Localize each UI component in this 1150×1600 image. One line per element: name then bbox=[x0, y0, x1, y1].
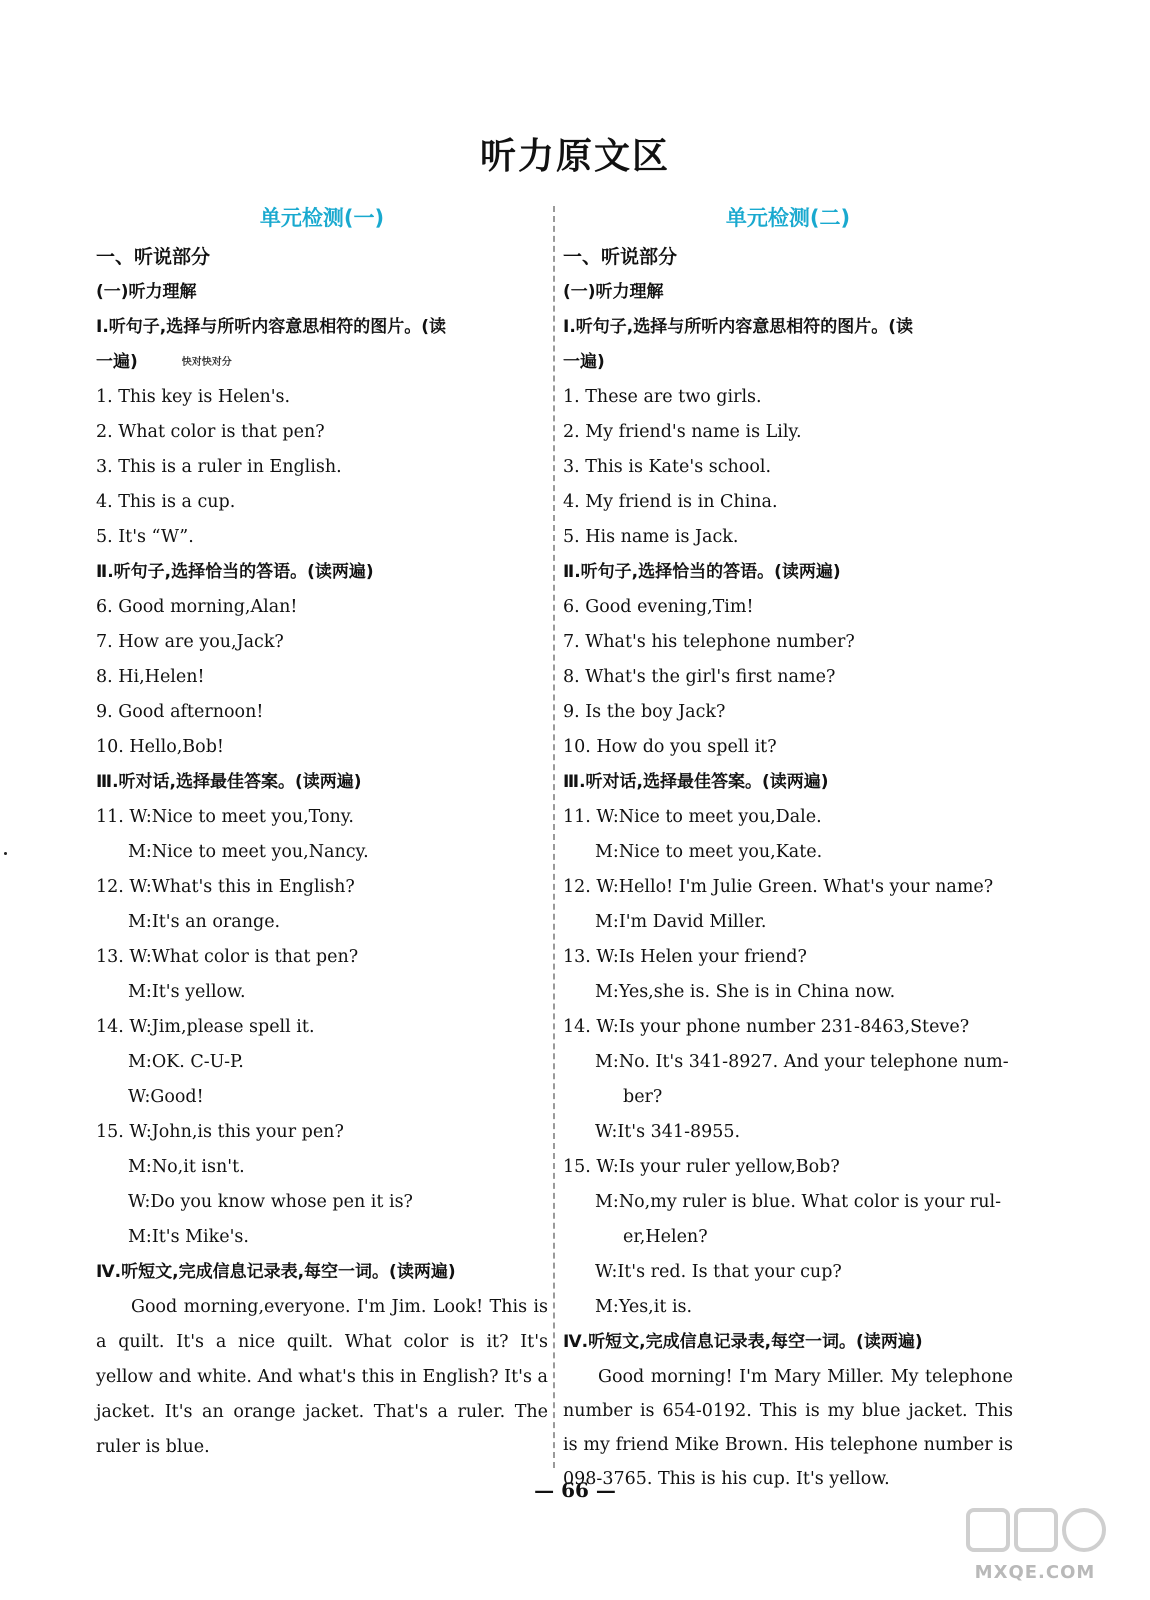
listening-item: 1. This key is Helen's. bbox=[96, 387, 291, 407]
left-section4-passage: Good morning,everyone. I'm Jim. Look! This is a quilt. It's a nice quilt. What color is it? It's yellow and white. And what's this in English? It's a jacket. It's an orange jacket. That's a ruler. The ruler is blue. bbox=[96, 1297, 548, 1457]
dialogue-line: 12. W:What's this in English? bbox=[96, 877, 355, 897]
left-column bbox=[96, 200, 548, 1465]
right-section3-heading: Ⅲ.听对话,选择最佳答案。(读两遍) bbox=[563, 772, 829, 792]
dialogue-line: er,Helen? bbox=[623, 1227, 708, 1247]
left-section1-items bbox=[96, 380, 548, 555]
handwritten-scribble: 快对快对分 bbox=[181, 357, 232, 368]
dialogue-line: M:Yes,it is. bbox=[595, 1297, 693, 1317]
dialogue-line: M:No,my ruler is blue. What color is your rul- bbox=[595, 1192, 1002, 1212]
right-section1-items bbox=[563, 380, 1013, 555]
stray-dot bbox=[4, 852, 7, 855]
listening-item: 3. This is a ruler in English. bbox=[96, 457, 342, 477]
right-section4-heading: Ⅳ.听短文,完成信息记录表,每空一词。(读两遍) bbox=[563, 1332, 923, 1352]
right-section1-heading: Ⅰ.听句子,选择与所听内容意思相符的图片。(读 bbox=[563, 317, 914, 337]
left-column-title: 单元检测(一) bbox=[259, 206, 385, 230]
listening-item: 6. Good morning,Alan! bbox=[96, 597, 298, 617]
right-section1-heading-cont: 一遍) bbox=[563, 352, 605, 372]
column-divider bbox=[553, 206, 555, 1468]
right-section4-passage: Good morning! I'm Mary Miller. My telephone number is 654-0192. This is my blue jacket. This is my friend Mike Brown. His telephone number is 098-3765. This is his cup. It's yellow. bbox=[563, 1367, 1013, 1489]
dialogue-line: M:No. It's 341-8927. And your telephone num- bbox=[595, 1052, 1009, 1072]
left-section3-dialogues bbox=[96, 800, 548, 1255]
page-title: 听力原文区 bbox=[479, 136, 670, 177]
dialogue-line: 15. W:John,is this your pen? bbox=[96, 1122, 344, 1142]
listening-item: 6. Good evening,Tim! bbox=[563, 597, 754, 617]
listening-item: 9. Is the boy Jack? bbox=[563, 702, 726, 722]
left-section1-heading-cont bbox=[96, 345, 548, 380]
right-sub-heading: (一)听力理解 bbox=[563, 282, 664, 302]
left-section2-items bbox=[96, 590, 548, 765]
page-number: — 66 — bbox=[534, 1478, 616, 1502]
right-column-title: 单元检测(二) bbox=[725, 206, 851, 230]
left-section1-heading-tail: 一遍) bbox=[96, 352, 138, 372]
listening-item: 2. What color is that pen? bbox=[96, 422, 325, 442]
dialogue-line: W:Good! bbox=[128, 1087, 204, 1107]
dialogue-line: M:OK. C-U-P. bbox=[128, 1052, 244, 1072]
listening-item: 8. What's the girl's first name? bbox=[563, 667, 836, 687]
right-section2-items bbox=[563, 590, 1013, 765]
dialogue-line: W:It's 341-8955. bbox=[595, 1122, 741, 1142]
right-column bbox=[563, 200, 1013, 1496]
listening-item: 10. Hello,Bob! bbox=[96, 737, 224, 757]
dialogue-line: M:It's Mike's. bbox=[128, 1227, 249, 1247]
dialogue-line: 13. W:Is Helen your friend? bbox=[563, 947, 807, 967]
listening-item: 1. These are two girls. bbox=[563, 387, 762, 407]
left-part-heading: 一、听说部分 bbox=[96, 246, 211, 268]
dialogue-line: 15. W:Is your ruler yellow,Bob? bbox=[563, 1157, 840, 1177]
listening-item: 3. This is Kate's school. bbox=[563, 457, 772, 477]
listening-item: 4. My friend is in China. bbox=[563, 492, 778, 512]
listening-item: 2. My friend's name is Lily. bbox=[563, 422, 802, 442]
dialogue-line: M:It's an orange. bbox=[128, 912, 281, 932]
dialogue-line: 14. W:Jim,please spell it. bbox=[96, 1017, 315, 1037]
listening-item: 10. How do you spell it? bbox=[563, 737, 777, 757]
dialogue-line: 11. W:Nice to meet you,Dale. bbox=[563, 807, 822, 827]
dialogue-line: 14. W:Is your phone number 231-8463,Steve? bbox=[563, 1017, 970, 1037]
dialogue-line: W:It's red. Is that your cup? bbox=[595, 1262, 842, 1282]
listening-item: 5. It's “W”. bbox=[96, 527, 194, 547]
right-part-heading: 一、听说部分 bbox=[563, 246, 678, 268]
dialogue-line: W:Do you know whose pen it is? bbox=[128, 1192, 413, 1212]
left-section1-heading: Ⅰ.听句子,选择与所听内容意思相符的图片。(读 bbox=[96, 317, 447, 337]
dialogue-line: 11. W:Nice to meet you,Tony. bbox=[96, 807, 354, 827]
listening-item: 8. Hi,Helen! bbox=[96, 667, 205, 687]
dialogue-line: 13. W:What color is that pen? bbox=[96, 947, 359, 967]
dialogue-line: M:It's yellow. bbox=[128, 982, 246, 1002]
dialogue-line: M:No,it isn't. bbox=[128, 1157, 245, 1177]
watermark-text: MXQE.COM bbox=[974, 1562, 1096, 1583]
dialogue-line: M:Yes,she is. She is in China now. bbox=[595, 982, 896, 1002]
listening-item: 5. His name is Jack. bbox=[563, 527, 739, 547]
dialogue-line: 12. W:Hello! I'm Julie Green. What's your name? bbox=[563, 877, 994, 897]
listening-item: 7. How are you,Jack? bbox=[96, 632, 284, 652]
left-section3-heading: Ⅲ.听对话,选择最佳答案。(读两遍) bbox=[96, 772, 362, 792]
right-section2-heading: Ⅱ.听句子,选择恰当的答语。(读两遍) bbox=[563, 562, 841, 582]
dialogue-line: M:I'm David Miller. bbox=[595, 912, 767, 932]
right-section3-dialogues bbox=[563, 800, 1013, 1325]
listening-item: 9. Good afternoon! bbox=[96, 702, 264, 722]
dialogue-line: M:Nice to meet you,Kate. bbox=[595, 842, 823, 862]
dialogue-line: ber? bbox=[623, 1087, 663, 1107]
listening-item: 7. What's his telephone number? bbox=[563, 632, 855, 652]
listening-item: 4. This is a cup. bbox=[96, 492, 236, 512]
left-section2-heading: Ⅱ.听句子,选择恰当的答语。(读两遍) bbox=[96, 562, 374, 582]
dialogue-line: M:Nice to meet you,Nancy. bbox=[128, 842, 369, 862]
left-section4-heading: Ⅳ.听短文,完成信息记录表,每空一词。(读两遍) bbox=[96, 1262, 456, 1282]
left-sub-heading: (一)听力理解 bbox=[96, 282, 197, 302]
